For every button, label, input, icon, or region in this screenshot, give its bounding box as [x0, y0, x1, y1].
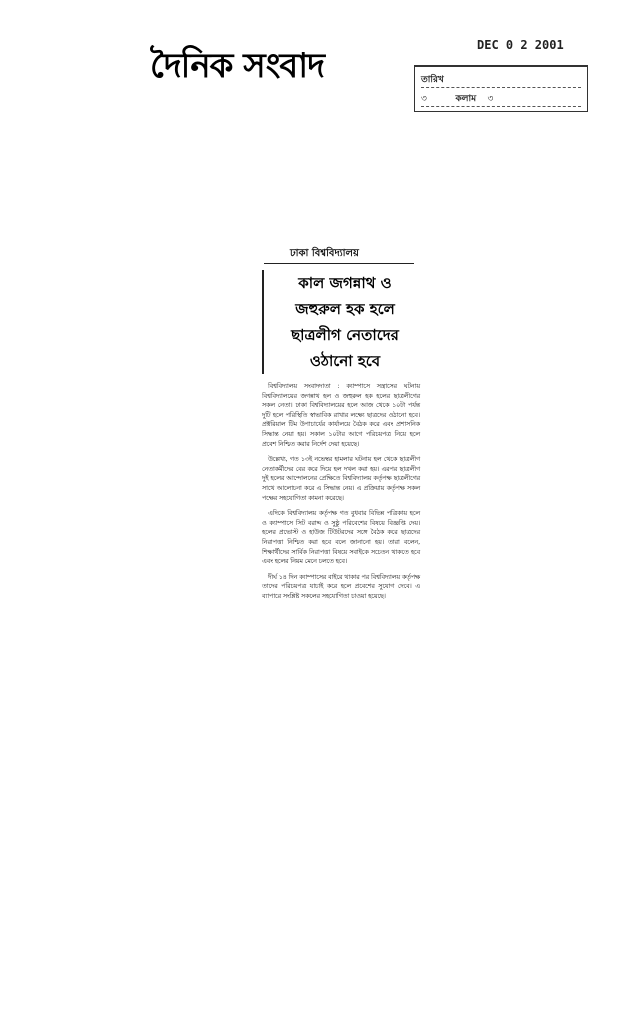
headline-line: কাল জগন্নাথ ও — [298, 274, 392, 292]
headline-line: ওঠানো হবে — [309, 352, 381, 370]
article-paragraph: উল্লেখ্য, গত ১৩ই নভেম্বর হামলার ঘটনায় হল থেকে ছাত্রলীগ নেতাকর্মীদের বের করে দিয়ে হল দখল করা হয়। এরপর ছাত্রলীগ দুই হলের আন্দোলনের প্রেক্ষিতে বিশ্ববিদ্যালয় কর্তৃপক্ষ ছাত্রলীগের সাথে আলোচনা করে এ সিদ্ধান্ত নেয়। এ প্রক্রিয়ায় কর্তৃপক্ষ সকল পক্ষের সহযোগিতা কামনা করেছে। — [262, 456, 420, 502]
date-label: তারিখ — [421, 75, 444, 85]
page-row — [421, 91, 581, 107]
clipping-info-box — [414, 65, 588, 112]
date-row — [421, 72, 581, 88]
date-stamp: DEC 0 2 2001 — [477, 38, 564, 52]
article-paragraph: এদিকে বিশ্ববিদ্যালয় কর্তৃপক্ষ গত বুধবার বিভিন্ন পত্রিকায় হলে ও ক্যাম্পাসে সিট বরাদ্দ ও সুষ্ঠু পরিবেশের বিষয়ে বিজ্ঞপ্তি দেয়। হলের প্রভোস্ট ও হাউজ টিউটরদের সঙ্গে বৈঠক করে ছাত্রদের নিরাপত্তা নিশ্চিত করা হবে বলে জানানো হয়। তারা বলেন, শিক্ষার্থীদের সার্বিক নিরাপত্তা বিষয়ে সবাইকে সচেতন থাকতে হবে এবং হলের নিয়ম মেনে চলতে হবে। — [262, 510, 420, 566]
newspaper-masthead: দৈনিক সংবাদ — [150, 46, 324, 86]
section-label: ঢাকা বিশ্ববিদ্যালয় — [290, 248, 359, 259]
article-paragraph: দীর্ঘ ১৪ দিন ক্যাম্পাসের বাইরে থাকার পর বিশ্ববিদ্যালয় কর্তৃপক্ষ তাদের পরিচয়পত্র যাচাই করে হলে প্রবেশের সুযোগ দেবে। এ ব্যাপারে সংশ্লিষ্ট সকলের সহযোগিতা চাওয়া হয়েছে। — [262, 573, 420, 600]
article-body — [262, 382, 420, 601]
news-clipping — [262, 246, 420, 607]
column-label: কলাম — [455, 94, 477, 104]
page-value: ৩ — [421, 94, 427, 104]
column-value: ৩ — [487, 94, 494, 104]
headline-line: জহুরুল হক হলে — [295, 300, 395, 318]
headline — [262, 270, 420, 374]
headline-line: ছাত্রলীগ নেতাদের — [291, 326, 399, 344]
article-paragraph: বিশ্ববিদ্যালয় সংবাদদাতা : ক্যাম্পাসে সন্ত্রাসের ঘটনায় বিশ্ববিদ্যালয়ের জগন্নাথ হল ও জহুরুল হক হলের ছাত্রলীগের সকল নেতা। ঢাকা বিশ্ববিদ্যালয়ের হলে আজ থেকে ১০টা পর্যন্ত দুটি হলে পরিস্থিতি স্বাভাবিক রাখার লক্ষ্যে ছাত্রদের ওঠানো হবে। প্রক্টরিয়াল টিম উপাচার্যের কার্যালয়ে বৈঠক করে এবং প্রশাসনিক সিদ্ধান্ত নেয়া হয়। সকাল ১০টার আগে পরিচয়পত্র নিয়ে হলে প্রবেশ নিশ্চিত করার নির্দেশ দেয়া হয়েছে। — [262, 383, 420, 448]
